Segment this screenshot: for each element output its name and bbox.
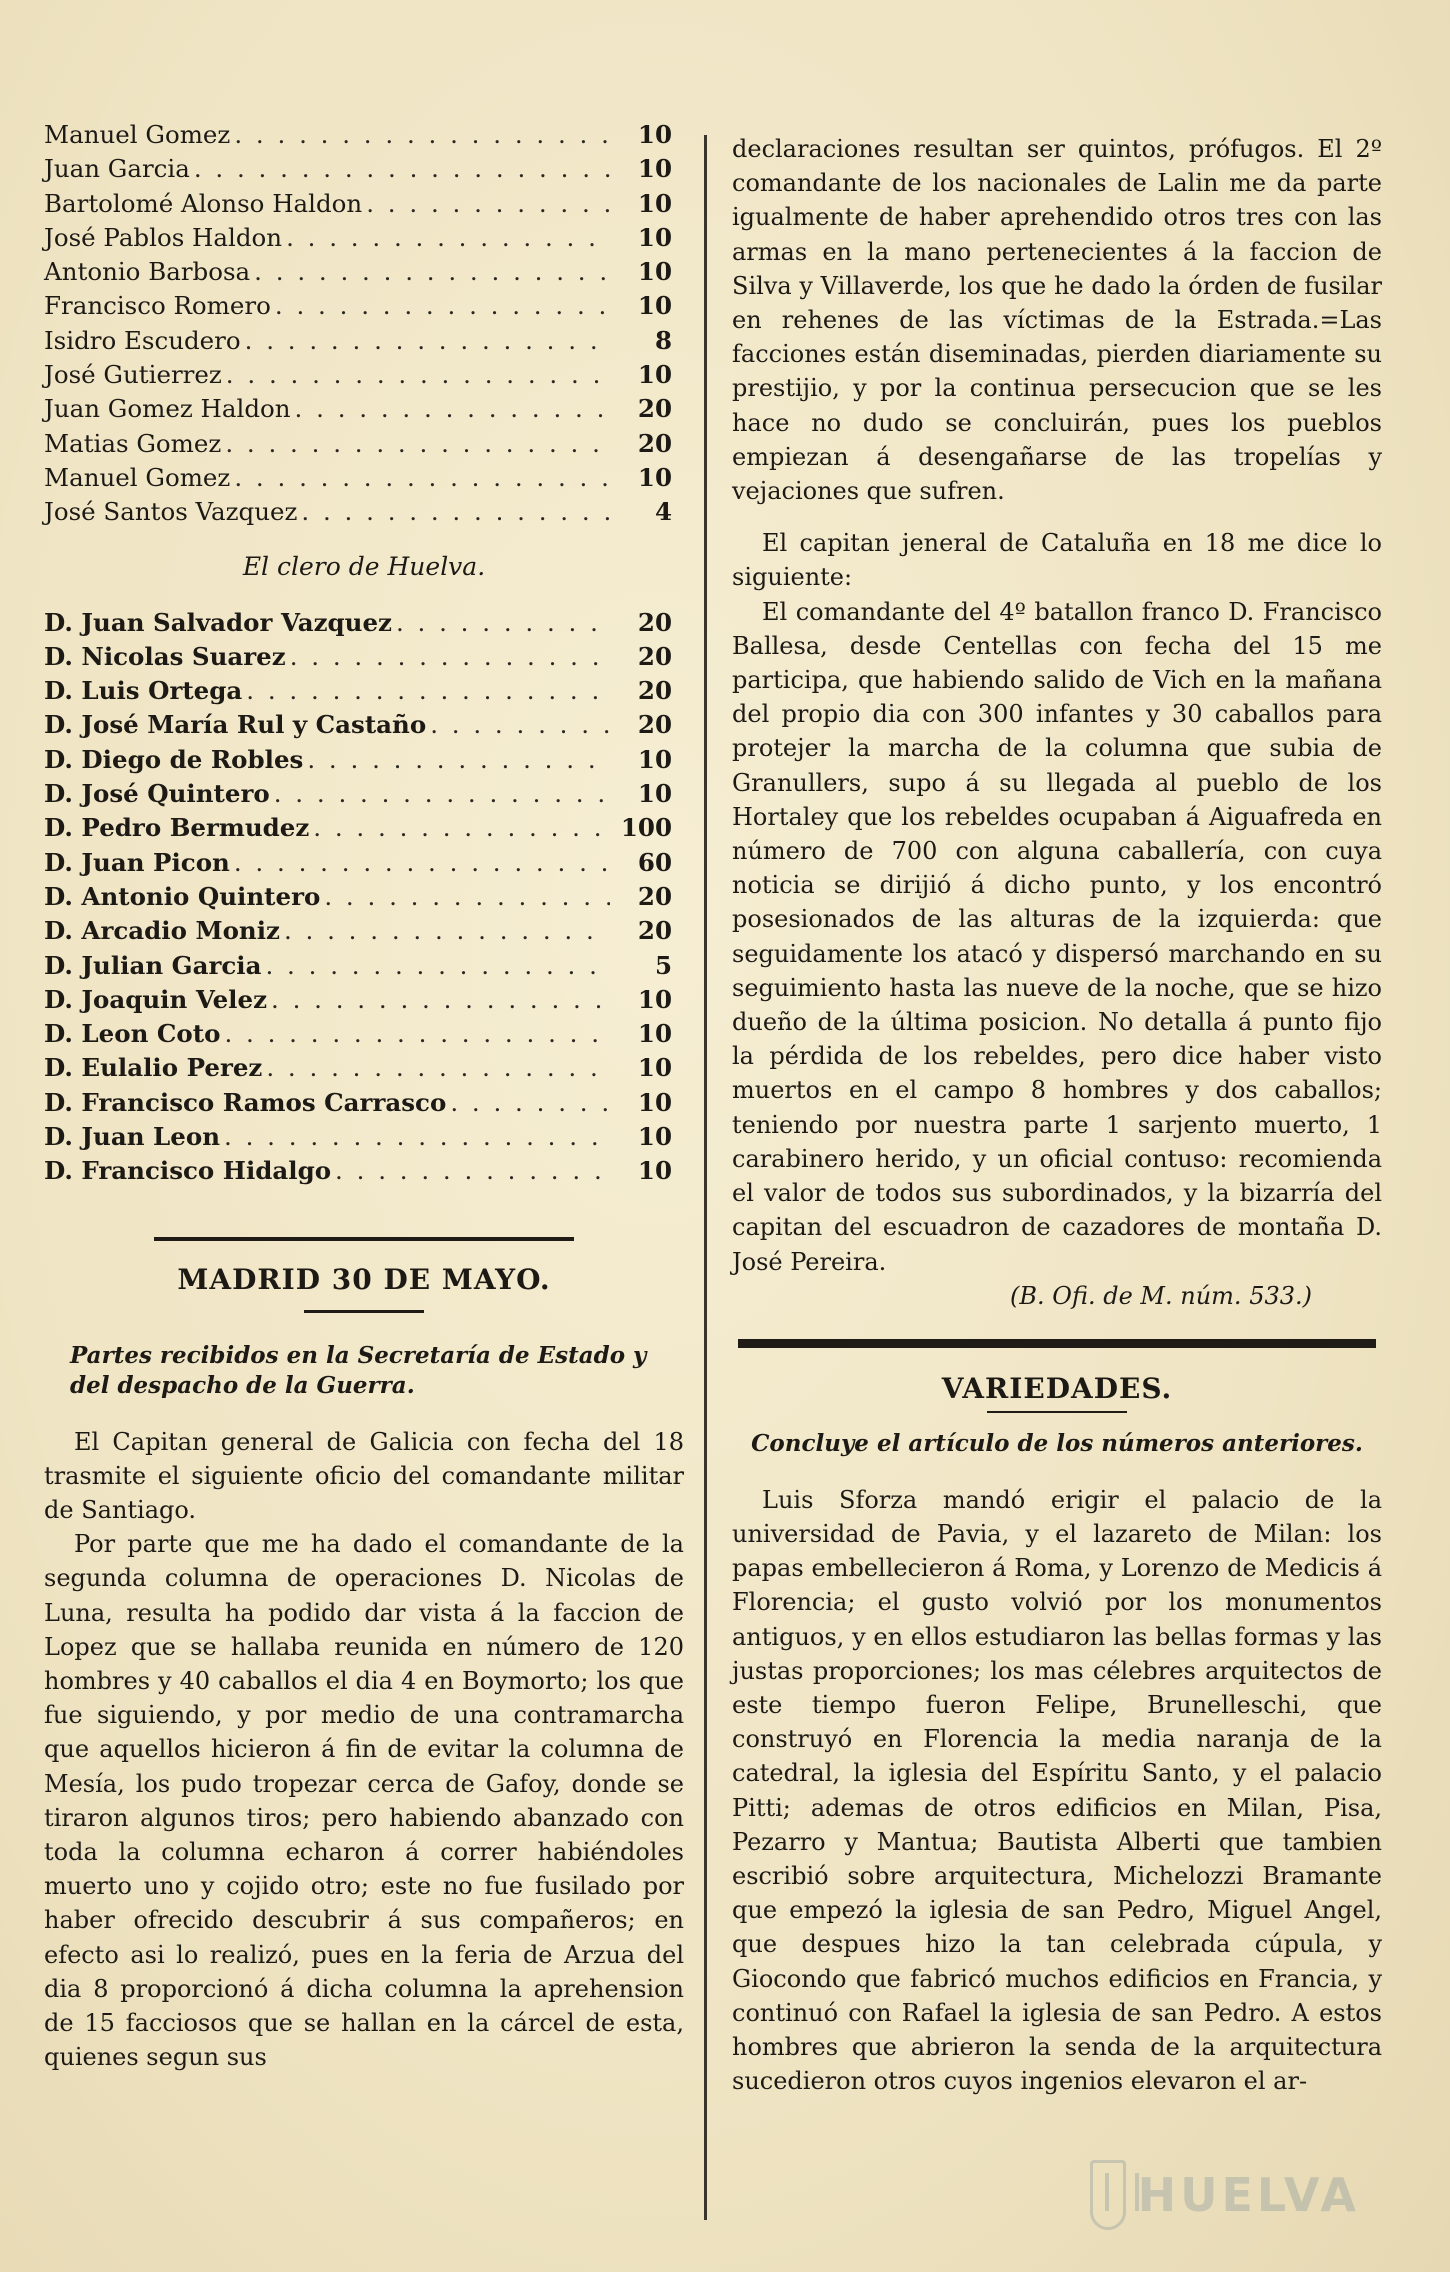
clergy-donor-amount: 20 [637,676,672,706]
clergy-donor-name: D. Eulalio Perez [44,1053,263,1083]
source-note: (B. Ofi. de M. núm. 533.) [1010,1281,1312,1310]
donor-row [44,152,684,186]
leader-dots [234,846,610,880]
clergy-donor-row [44,606,684,640]
leader-dots [286,221,610,255]
variedades-paragraph: Luis Sforza mandó erigir el palacio de la universidad de Pavia, y el lazareto de Milan: los papas embellecieron á Roma, y Lorenzo de Medicis á Florencia; el gusto volvió por los monumentos antiguos, y en ellos estudiaron las bellas formas y las justas proporciones; los mas célebres arquitectos de este tiempo fueron Felipe, Brunelleschi, que construyó en Florencia la media naranja de la catedral, la iglesia del Espíritu Santo, y el palacio Pitti; ademas de otros edificios en Milan, Pisa, Pezarro y Mantua; Bautista Alberti que tambien escribió sobre arquitectura, Michelozzi Bramante que empezó la iglesia de san Pedro, Miguel Angel, que despues hizo la tan celebrada cúpula, y Giocondo que fabricó muchos edificios en Francia, y continuó con Rafael la iglesia de san Pedro. A estos hombres que abrieron la senda de la arquitectura sucedieron otros cuyos ingenios elevaron el ar- [732,1485,1382,2096]
leader-dots [366,187,610,221]
donor-amount: 10 [637,222,672,252]
clergy-donor-name: D. Juan Leon [44,1122,221,1152]
donor-name: Bartolomé Alonso Haldon [44,188,363,218]
leader-dots [313,811,610,845]
leader-dots [450,1086,610,1120]
leader-dots [271,983,610,1017]
article-paragraph: El Capitan general de Galicia con fecha del 18 trasmite el siguiente oficio del comandante militar de Santiago. [44,1427,684,1525]
article-paragraph: El capitan jeneral de Cataluña en 18 me dice lo siguiente: [732,529,1382,592]
donor-name: Manuel Gomez [44,120,231,149]
clergy-donor-row [44,777,684,811]
column-divider [704,135,707,2220]
title-underline [304,1310,424,1313]
clergy-donor-amount: 10 [637,1087,672,1117]
clergy-donor-amount: 100 [620,813,672,843]
donor-row [44,255,684,289]
clergy-donor-row [44,1086,684,1120]
partes-heading: Partes recibidos en la Secretaría de Estado y del despacho de la Guerra. [70,1341,647,1399]
clergy-donor-name: D. José Quintero [44,779,270,809]
library-seal-icon [1090,2160,1126,2230]
clergy-donor-row [44,674,684,708]
clergy-donor-amount: 5 [654,950,672,980]
clergy-donor-amount: 10 [637,1156,672,1186]
leader-dots [254,255,610,289]
clergy-donor-row [44,811,684,845]
leader-dots [301,495,610,529]
donor-row [44,392,684,426]
leader-dots [430,708,610,742]
clergy-donor-row [44,1017,684,1051]
left-column [44,118,684,2074]
clergy-heading: El clero de Huelva. [242,551,486,581]
clergy-donor-row [44,708,684,742]
donor-amount: 10 [637,188,672,218]
clergy-donor-name: D. Leon Coto [44,1019,221,1049]
variedades-title: VARIEDADES. [941,1371,1173,1405]
leader-dots [324,880,610,914]
section-rule [154,1237,574,1241]
leader-dots [234,461,610,495]
clergy-donor-amount: 10 [637,1019,672,1049]
leader-dots [225,427,610,461]
donor-name: Juan Garcia [44,154,190,184]
donor-amount: 10 [637,257,672,287]
library-watermark [1090,2160,1360,2230]
leader-dots [295,392,610,426]
right-column [732,132,1382,2098]
donor-name: Francisco Romero [44,291,271,321]
clergy-donor-name: D. Juan Salvador Vazquez [44,607,392,637]
donor-row [44,118,684,152]
clergy-donor-amount: 60 [637,847,672,877]
clergy-donor-name: D. Joaquin Velez [44,984,267,1014]
clergy-donor-amount: 10 [637,744,672,774]
clergy-donor-name: D. Nicolas Suarez [44,641,286,671]
leader-dots [284,914,610,948]
donor-name: José Pablos Haldon [44,222,283,252]
clergy-donor-amount: 20 [637,710,672,740]
clergy-donor-amount: 10 [637,984,672,1014]
clergy-donor-amount: 10 [637,1053,672,1083]
leader-dots [307,743,610,777]
clergy-donor-list [44,606,684,1189]
donor-amount: 20 [637,394,672,424]
clergy-donor-amount: 20 [637,916,672,946]
leader-dots [290,640,610,674]
donor-name: Juan Gomez Haldon [44,394,291,424]
donor-row [44,324,684,358]
clergy-donor-row [44,640,684,674]
clergy-donor-name: D. Francisco Ramos Carrasco [44,1087,447,1117]
donor-row [44,187,684,221]
clergy-donor-row [44,983,684,1017]
leader-dots [224,1120,610,1154]
donor-amount: 10 [637,360,672,390]
donor-amount: 10 [637,462,672,492]
leader-dots [274,777,610,811]
leader-dots [266,1051,610,1085]
clergy-donor-name: D. Juan Picon [44,847,230,877]
clergy-donor-amount: 20 [637,881,672,911]
clergy-donor-amount: 20 [637,607,672,637]
clergy-donor-name: D. Luis Ortega [44,676,243,706]
clergy-donor-row [44,880,684,914]
clergy-donor-row [44,1051,684,1085]
clergy-donor-row [44,743,684,777]
clergy-donor-name: D. Arcadio Moniz [44,916,280,946]
donor-name: Isidro Escudero [44,325,241,355]
leader-dots [335,1154,610,1188]
donor-row [44,461,684,495]
title-underline [987,1411,1127,1413]
right-article [732,132,1382,1279]
donor-name: José Gutierrez [44,360,222,390]
leader-dots [275,289,610,323]
leader-dots [224,1017,610,1051]
clergy-donor-amount: 10 [637,1122,672,1152]
madrid-title: MADRID 30 DE MAYO. [177,1262,551,1296]
leader-dots [234,118,610,152]
article-paragraph: declaraciones resultan ser quintos, prófugos. El 2º comandante de los nacionales de Lalin me da parte igualmente de haber aprehendido otros tres con las armas en la mano pertenecientes á la faccion de Silva y Villaverde, los que he dado la órden de fusilar en rehenes de las víctimas de la Estrada.=Las facciones están diseminadas, pierden diariamente su prestijio, y por la continua persecucion que se les hace no dudo se concluirán, pues los pueblos empiezan á desengañarse de las tropelías y vejaciones que sufren. [732,135,1382,506]
leader-dots [226,358,610,392]
clergy-donor-name: D. Francisco Hidalgo [44,1156,332,1186]
leader-dots [265,949,610,983]
clergy-donor-amount: 10 [637,779,672,809]
clergy-donor-row [44,1154,684,1188]
leader-dots [245,324,610,358]
watermark-text: HUELVA [1137,2168,1360,2222]
variedades-subtitle: Concluye el artículo de los números anteriores. [751,1429,1363,1457]
leader-dots [246,674,610,708]
donor-name: Matias Gomez [44,428,222,458]
leader-dots [194,152,610,186]
donor-row [44,427,684,461]
left-article [44,1425,684,2075]
clergy-donor-name: D. Diego de Robles [44,744,304,774]
clergy-donor-name: D. Antonio Quintero [44,881,321,911]
donor-row [44,289,684,323]
donor-amount: 8 [654,325,672,355]
article-paragraph: El comandante del 4º batallon franco D. Francisco Ballesa, desde Centellas con fecha del 15 me participa, que habiendo salido de Vich en la mañana del propio dia con 300 infantes y 30 caballos para protejer la marcha de la columna que subia de Granullers, supo á su llegada al pueblo de los Hortaley que los rebeldes ocupaban á Aiguafreda en número de 700 con alguna caballería, con cuya noticia se dirijió á dicho punto, y los encontró posesionados de las alturas de la izquierda: que seguidamente los atacó y dispersó marchando en su seguimiento hasta las nueve de la noche, que se hizo dueño de la última posicion. No detalla á punto fijo la pérdida de los rebeldes, pero dice haber visto muertos en el campo 8 hombres y dos caballos; teniendo por nuestra parte 1 sarjento muerto, 1 carabinero herido, y un oficial contuso: recomienda el valor de todos sus subordinados, y la bizarría del capitan del escuadron de cazadores de montaña D. José Pereira. [732,597,1382,1276]
donor-name: Manuel Gomez [44,462,231,492]
donor-row [44,358,684,392]
donor-row [44,221,684,255]
clergy-donor-row [44,949,684,983]
donor-row [44,495,684,529]
clergy-donor-row [44,1120,684,1154]
section-rule-thick [738,1339,1376,1348]
donor-amount: 20 [637,428,672,458]
clergy-donor-row [44,914,684,948]
leader-dots [396,606,610,640]
donor-amount: 10 [637,120,672,149]
clergy-donor-amount: 20 [637,641,672,671]
article-paragraph: Por parte que me ha dado el comandante de la segunda columna de operaciones D. Nicolas de Luna, resulta ha podido dar vista á la faccion de Lopez que se hallaba reunida en número de 120 hombres y 40 caballos el dia 4 en Boymorto; los que fue siguiendo, y por medio de una contramarcha que aquellos hicieron á fin de evitar la columna de Mesía, los pudo tropezar cerca de Gafoy, donde se tiraron algunos tiros; pero habiendo abanzado con toda la columna echaron á correr habiéndoles muerto uno y cojido otro; este no fue fusilado por haber ofrecido descubrir á sus compañeros; en efecto asi lo realizó, pues en la feria de Arzua del dia 8 proporcionó á dicha columna la aprehension de 15 facciosos que se hallan en la cárcel de esta, quienes segun sus [44,1530,684,2072]
donor-name: Antonio Barbosa [44,257,251,287]
donor-list [44,118,684,530]
donor-amount: 10 [637,154,672,184]
clergy-donor-name: D. José María Rul y Castaño [44,710,427,740]
donor-amount: 10 [637,291,672,321]
clergy-donor-row [44,846,684,880]
donor-amount: 4 [654,497,672,527]
clergy-donor-name: D. Julian Garcia [44,950,262,980]
clergy-donor-name: D. Pedro Bermudez [44,813,310,843]
donor-name: José Santos Vazquez [44,497,298,527]
